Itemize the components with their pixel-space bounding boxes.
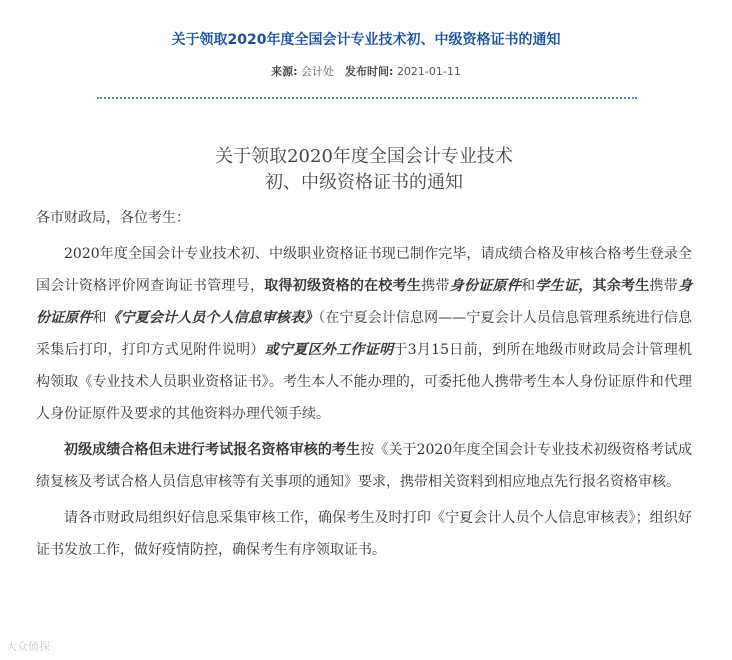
p1-bold-italic: 《宁夏会计人员个人信息审核表》: [106, 310, 319, 326]
source-label: 来源:: [271, 65, 298, 78]
p1-text: 和: [92, 310, 107, 326]
date-value: 2021-01-11: [396, 65, 461, 78]
p1-text: 携带: [649, 278, 679, 294]
p2-bold: 初级成绩合格但未进行考试报名资格审核的考生: [64, 442, 361, 458]
article-body: [36, 144, 692, 570]
p1-text: 于3月15日前，到所在地级市财政局会计管理机构领取《专业技术人员职业资格证书》。考生本人不能办理的，可委托他人携带考生本人身份证原件和代理人身份证原件及要求的其他资料办理代领手续。: [36, 342, 692, 422]
salutation: 各市财政局，各位考生：: [36, 210, 190, 226]
paragraph-3: 请各市财政局组织好信息采集审核工作，确保考生及时打印《宁夏会计人员个人信息审核表》；组织好证书发放工作，做好疫情防控，确保考生有序领取证书。: [36, 510, 692, 558]
paragraph-2: [36, 434, 692, 498]
p1-text: 2020年度全国会计专业技术初、中级职业资格证书现已制作完毕，请成绩合格及审核合格考生登录全国会计资格评价网查询证书管理号，: [36, 246, 692, 294]
source-value: 会计处: [301, 65, 335, 78]
p1-bold: 取得初级资格的在校考生: [264, 278, 422, 294]
paragraph-1: [36, 238, 692, 430]
p1-bold-italic: 或宁夏区外工作证明: [264, 342, 394, 358]
p1-bold-italic: 身份证原件: [449, 278, 522, 294]
watermark: 大众侦探: [6, 640, 50, 653]
p2-text: 按《关于2020年度全国会计专业技术初级资格考试成绩复核及考试合格人员信息审核等有关事项的通知》要求，携带相关资料到相应地点先行报名资格审核。: [36, 442, 692, 490]
article-meta: [0, 64, 732, 80]
p1-bold-italic: 学生证: [535, 278, 579, 294]
article-title: [36, 144, 692, 196]
article-title-line2: 初、中级资格证书的通知: [265, 172, 463, 193]
p1-bold-italic: 身份证原件: [36, 278, 693, 326]
page-title: 关于领取2020年度全国会计专业技术初、中级资格证书的通知: [171, 32, 561, 48]
p1-text: 携带: [421, 278, 450, 294]
article-title-line1: 关于领取2020年度全国会计专业技术: [215, 146, 513, 167]
p1-bold: ，其余考生: [578, 278, 650, 294]
p1-text: （在宁夏会计信息网——宁夏会计人员信息管理系统进行信息采集后打印，打印方式见附件说明）: [36, 310, 693, 358]
date-label: 发布时间:: [345, 65, 394, 78]
header-divider: [97, 97, 637, 99]
p1-text: 和: [521, 278, 536, 294]
